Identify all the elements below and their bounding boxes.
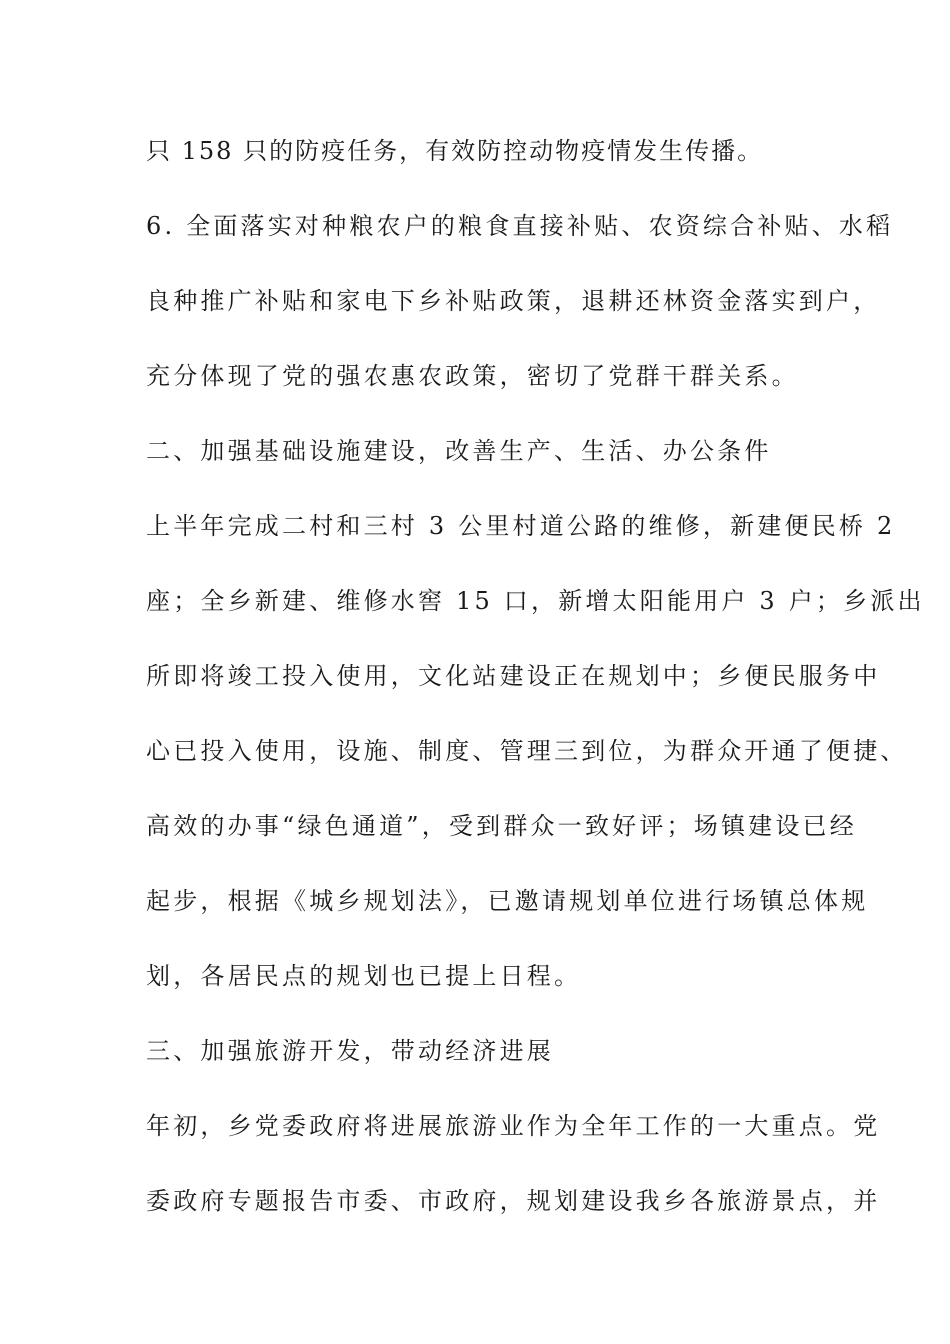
text-line-2: 6. 全面落实对种粮农户的粮食直接补贴、农资综合补贴、水稻	[146, 212, 894, 240]
text-line-7: 座；全乡新建、维修水窖 15 口，新增太阳能用户 3 户；乡派出	[146, 587, 925, 615]
text-line-6: 上半年完成二村和三村 3 公里村道公路的维修，新建便民桥 2	[146, 512, 896, 540]
text-line-12: 划，各居民点的规划也已提上日程。	[146, 962, 582, 990]
text-line-15: 委政府专题报告市委、市政府，规划建设我乡各旅游景点，并	[146, 1187, 881, 1215]
section-heading-2: 二、加强基础设施建设，改善生产、生活、办公条件	[146, 437, 772, 465]
text-line-9: 心已投入使用，设施、制度、管理三到位，为群众开通了便捷、	[146, 737, 908, 765]
text-line-3: 良种推广补贴和家电下乡补贴政策，退耕还林资金落实到户，	[146, 287, 881, 315]
text-line-4: 充分体现了党的强农惠农政策，密切了党群干群关系。	[146, 362, 799, 390]
text-line-11: 起步，根据《城乡规划法》，已邀请规划单位进行场镇总体规	[146, 887, 869, 915]
text-line-10: 高效的办事“绿色通道”，受到群众一致好评；场镇建设已经	[146, 812, 857, 840]
section-heading-3: 三、加强旅游开发，带动经济进展	[146, 1037, 554, 1065]
text-line-14: 年初，乡党委政府将进展旅游业作为全年工作的一大重点。党	[146, 1112, 881, 1140]
text-line-1: 只 158 只的防疫任务，有效防控动物疫情发生传播。	[146, 137, 764, 165]
text-line-8: 所即将竣工投入使用，文化站建设正在规划中；乡便民服务中	[146, 662, 881, 690]
